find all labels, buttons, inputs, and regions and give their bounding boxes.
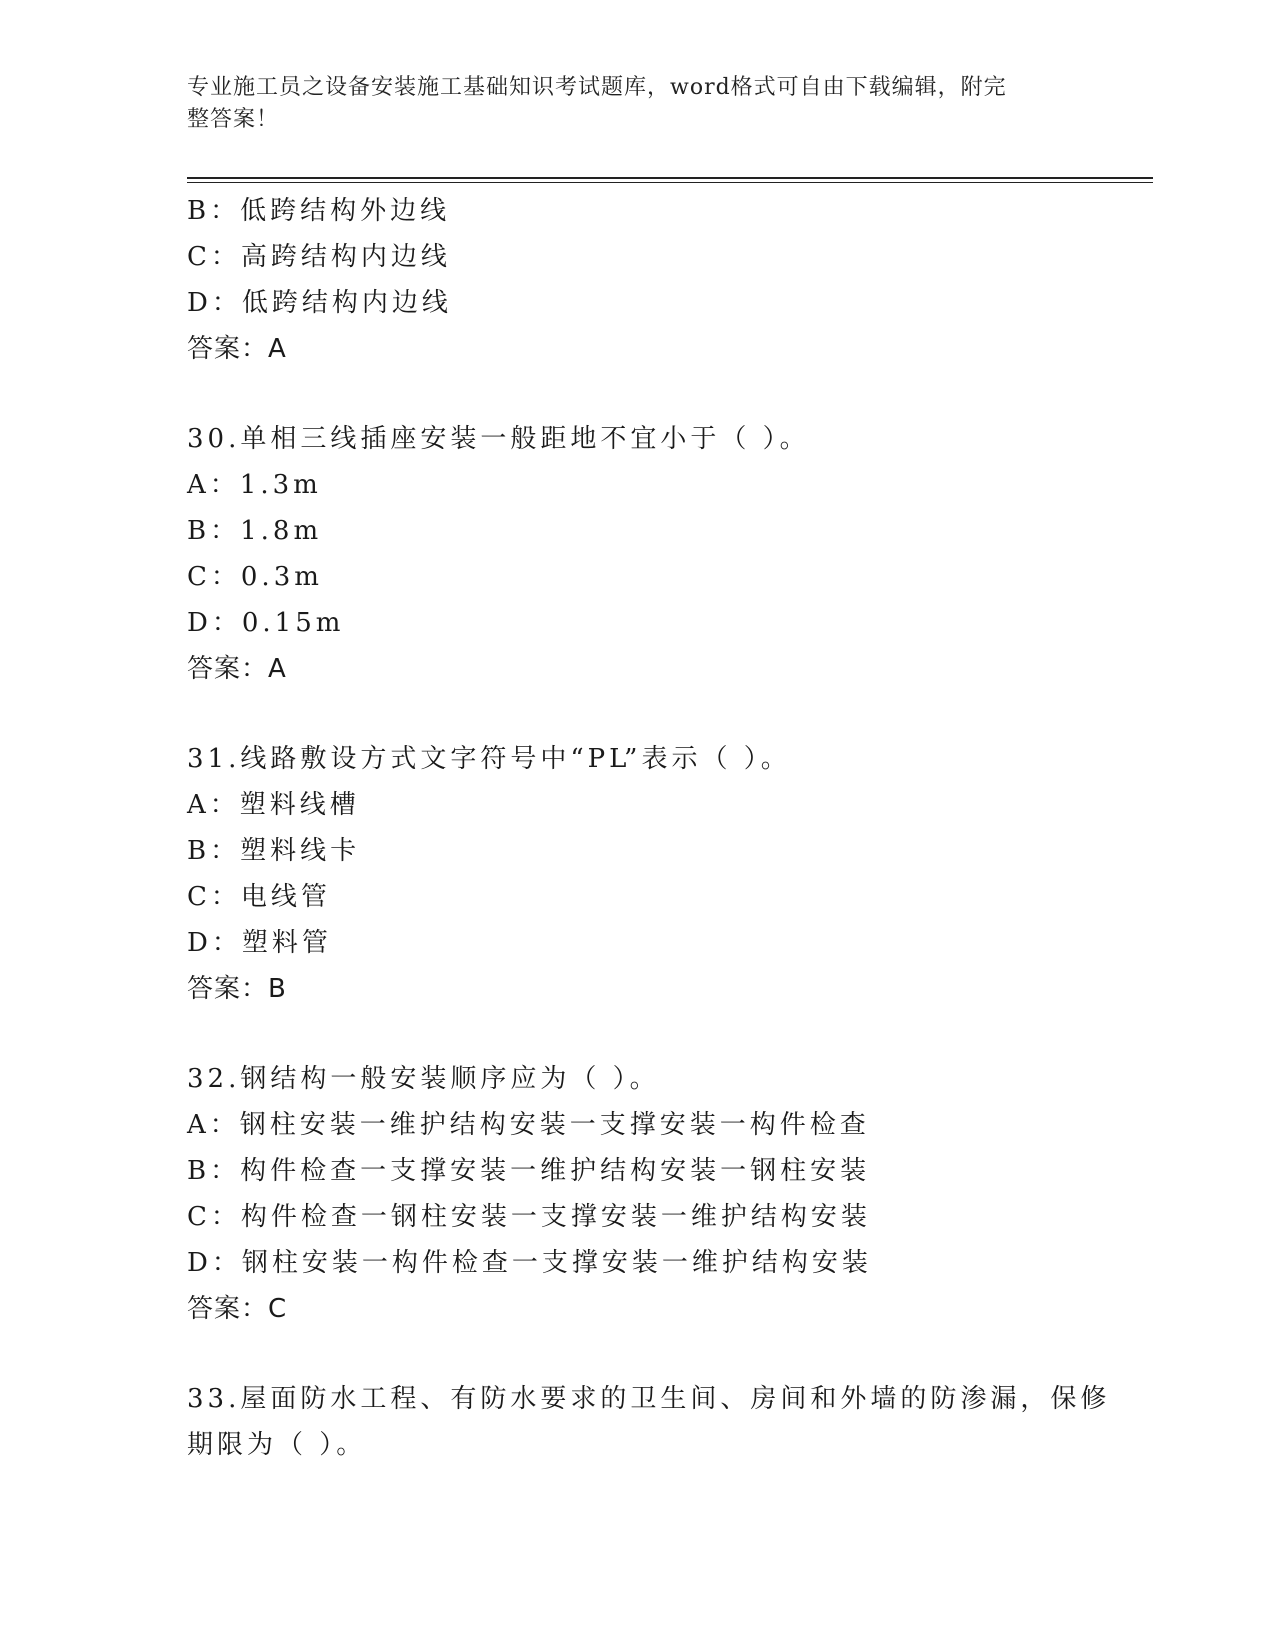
question-stem: 32.钢结构一般安装顺序应为（ ）。 xyxy=(187,1064,660,1094)
question-block-33 xyxy=(187,1376,1111,1468)
header-rule-thick xyxy=(187,177,1153,179)
option-a: A：塑料线槽 xyxy=(187,790,360,820)
option-b: B：塑料线卡 xyxy=(187,836,361,866)
option-d: D：塑料管 xyxy=(187,928,332,958)
question-block-32 xyxy=(187,1056,1087,1332)
option-c: C：构件检查一钢柱安装一支撑安装一维护结构安装 xyxy=(187,1202,871,1232)
question-stem-line-2: 期限为（ ）。 xyxy=(187,1430,367,1460)
option-a: A：1.3m xyxy=(187,470,322,500)
question-block-30 xyxy=(187,416,1087,692)
answer-line: 答案：A xyxy=(187,334,287,364)
question-stem: 31.线路敷设方式文字符号中“PL”表示（ ）。 xyxy=(187,744,791,774)
option-c: C：电线管 xyxy=(187,882,331,912)
header-rule-thin xyxy=(187,182,1153,183)
option-d: D：低跨结构内边线 xyxy=(187,288,452,318)
question-list xyxy=(187,188,1111,1468)
question-block-29 xyxy=(187,188,1087,372)
option-b: B：低跨结构外边线 xyxy=(187,196,451,226)
option-c: C：高跨结构内边线 xyxy=(187,242,451,272)
option-d: D：0.15m xyxy=(187,608,345,638)
header-line-1: 专业施工员之设备安装施工基础知识考试题库，word格式可自由下载编辑，附完 xyxy=(187,75,1007,100)
option-b: B：1.8m xyxy=(187,516,323,546)
question-stem-line-1: 33.屋面防水工程、有防水要求的卫生间、房间和外墙的防渗漏，保修 xyxy=(187,1384,1111,1414)
option-a: A：钢柱安装一维护结构安装一支撑安装一构件检查 xyxy=(187,1110,870,1140)
document-header xyxy=(187,72,1067,136)
answer-line: 答案：A xyxy=(187,654,287,684)
answer-line: 答案：C xyxy=(187,1294,288,1324)
question-stem: 30.单相三线插座安装一般距地不宜小于（ ）。 xyxy=(187,424,810,454)
answer-line: 答案：B xyxy=(187,974,287,1004)
question-block-31 xyxy=(187,736,1087,1012)
option-c: C：0.3m xyxy=(187,562,323,592)
option-d: D：钢柱安装一构件检查一支撑安装一维护结构安装 xyxy=(187,1248,872,1278)
option-b: B：构件检查一支撑安装一维护结构安装一钢柱安装 xyxy=(187,1156,871,1186)
header-line-2: 整答案！ xyxy=(187,107,280,132)
